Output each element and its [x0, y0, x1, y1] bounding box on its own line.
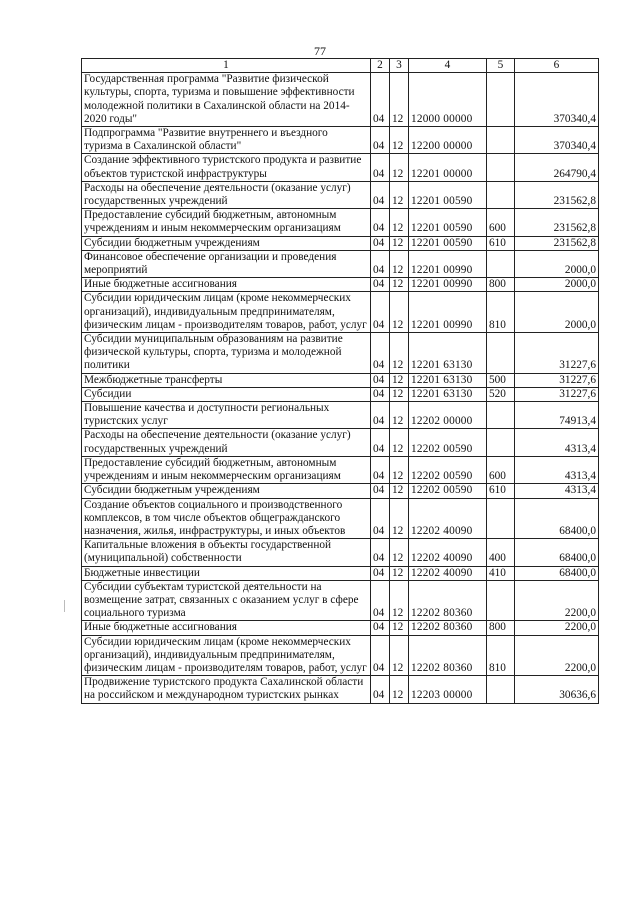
table-row	[82, 456, 599, 483]
table-row	[82, 402, 599, 429]
row-target-article-cell: 12202 80360	[409, 635, 487, 676]
row-name-cell: Государственная программа "Развитие физической культуры, спорта, туризма и повышение эффективности молодежной политики в Сахалинской области на 2014-2020 годы"	[82, 73, 371, 127]
row-subsection-cell: 12	[390, 278, 409, 292]
row-target-article-cell: 12202 40090	[409, 498, 487, 539]
column-header-amount: 6	[515, 59, 599, 73]
table-row	[82, 635, 599, 676]
table-row	[82, 127, 599, 154]
row-amount-cell: 68400,0	[515, 539, 599, 566]
row-amount-cell: 31227,6	[515, 387, 599, 401]
row-section-cell: 04	[371, 73, 390, 127]
table-row	[82, 373, 599, 387]
row-section-cell: 04	[371, 456, 390, 483]
row-amount-cell: 30636,6	[515, 676, 599, 703]
row-expense-type-cell: 600	[487, 209, 515, 236]
row-expense-type-cell	[487, 580, 515, 621]
row-amount-cell: 2000,0	[515, 292, 599, 333]
row-section-cell: 04	[371, 387, 390, 401]
table-row	[82, 621, 599, 635]
row-subsection-cell: 12	[390, 676, 409, 703]
row-section-cell: 04	[371, 484, 390, 498]
row-amount-cell: 2000,0	[515, 250, 599, 277]
row-expense-type-cell: 410	[487, 566, 515, 580]
row-expense-type-cell	[487, 73, 515, 127]
row-expense-type-cell	[487, 154, 515, 181]
row-expense-type-cell	[487, 429, 515, 456]
row-name-cell: Расходы на обеспечение деятельности (оказание услуг) государственных учреждений	[82, 181, 371, 208]
row-expense-type-cell: 610	[487, 236, 515, 250]
row-subsection-cell: 12	[390, 498, 409, 539]
row-target-article-cell: 12202 80360	[409, 621, 487, 635]
table-row	[82, 73, 599, 127]
row-target-article-cell: 12202 80360	[409, 580, 487, 621]
row-expense-type-cell	[487, 127, 515, 154]
row-subsection-cell: 12	[390, 127, 409, 154]
row-expense-type-cell	[487, 676, 515, 703]
row-expense-type-cell: 400	[487, 539, 515, 566]
row-amount-cell: 2200,0	[515, 621, 599, 635]
column-header-expense-type: 5	[487, 59, 515, 73]
table-row	[82, 484, 599, 498]
row-subsection-cell: 12	[390, 333, 409, 374]
row-subsection-cell: 12	[390, 566, 409, 580]
column-header-section: 2	[371, 59, 390, 73]
row-section-cell: 04	[371, 278, 390, 292]
row-target-article-cell: 12201 00990	[409, 250, 487, 277]
row-amount-cell: 31227,6	[515, 333, 599, 374]
column-header-name: 1	[82, 59, 371, 73]
row-target-article-cell: 12202 00590	[409, 484, 487, 498]
row-name-cell: Субсидии юридическим лицам (кроме некоммерческих организаций), индивидуальным предпринимателям, физическим лицам - производителям товаров, работ, услуг	[82, 292, 371, 333]
row-name-cell: Расходы на обеспечение деятельности (оказание услуг) государственных учреждений	[82, 429, 371, 456]
row-name-cell: Иные бюджетные ассигнования	[82, 278, 371, 292]
row-subsection-cell: 12	[390, 635, 409, 676]
row-amount-cell: 68400,0	[515, 566, 599, 580]
row-subsection-cell: 12	[390, 154, 409, 181]
row-amount-cell: 2000,0	[515, 278, 599, 292]
row-section-cell: 04	[371, 676, 390, 703]
table-row	[82, 209, 599, 236]
table-row	[82, 154, 599, 181]
row-target-article-cell: 12201 00590	[409, 236, 487, 250]
row-target-article-cell: 12202 00000	[409, 402, 487, 429]
row-section-cell: 04	[371, 373, 390, 387]
table-row	[82, 181, 599, 208]
row-name-cell: Субсидии	[82, 387, 371, 401]
row-expense-type-cell: 610	[487, 484, 515, 498]
row-subsection-cell: 12	[390, 236, 409, 250]
row-amount-cell: 31227,6	[515, 373, 599, 387]
row-section-cell: 04	[371, 154, 390, 181]
row-expense-type-cell: 500	[487, 373, 515, 387]
row-target-article-cell: 12201 00990	[409, 292, 487, 333]
row-amount-cell: 231562,8	[515, 236, 599, 250]
row-target-article-cell: 12202 40090	[409, 566, 487, 580]
row-section-cell: 04	[371, 580, 390, 621]
row-expense-type-cell: 810	[487, 635, 515, 676]
column-header-subsection: 3	[390, 59, 409, 73]
row-subsection-cell: 12	[390, 484, 409, 498]
row-subsection-cell: 12	[390, 292, 409, 333]
row-subsection-cell: 12	[390, 456, 409, 483]
row-expense-type-cell	[487, 333, 515, 374]
row-name-cell: Субсидии юридическим лицам (кроме некоммерческих организаций), индивидуальным предпринимателям, физическим лицам - производителям товаров, работ, услуг	[82, 635, 371, 676]
row-name-cell: Субсидии муниципальным образованиям на развитие физической культуры, спорта, туризма и молодежной политики	[82, 333, 371, 374]
row-amount-cell: 4313,4	[515, 429, 599, 456]
row-name-cell: Субсидии субъектам туристской деятельности на возмещение затрат, связанных с оказанием услуг в сфере социального туризма	[82, 580, 371, 621]
row-name-cell: Создание объектов социального и производственного комплексов, в том числе объектов общегражданского назначения, жилья, инфраструктуры, и иных объектов	[82, 498, 371, 539]
row-expense-type-cell	[487, 181, 515, 208]
table-row	[82, 278, 599, 292]
table-row	[82, 498, 599, 539]
row-subsection-cell: 12	[390, 429, 409, 456]
table-body	[82, 73, 599, 703]
row-target-article-cell: 12201 63130	[409, 387, 487, 401]
row-target-article-cell: 12201 00590	[409, 181, 487, 208]
table-row	[82, 236, 599, 250]
row-name-cell: Субсидии бюджетным учреждениям	[82, 484, 371, 498]
row-name-cell: Межбюджетные трансферты	[82, 373, 371, 387]
row-section-cell: 04	[371, 209, 390, 236]
scan-margin-mark	[64, 600, 65, 612]
row-name-cell: Подпрограмма "Развитие внутреннего и въездного туризма в Сахалинской области"	[82, 127, 371, 154]
row-expense-type-cell: 810	[487, 292, 515, 333]
row-amount-cell: 68400,0	[515, 498, 599, 539]
table-row	[82, 250, 599, 277]
row-amount-cell: 2200,0	[515, 635, 599, 676]
row-subsection-cell: 12	[390, 73, 409, 127]
table-row	[82, 387, 599, 401]
row-amount-cell: 370340,4	[515, 73, 599, 127]
row-subsection-cell: 12	[390, 250, 409, 277]
row-section-cell: 04	[371, 635, 390, 676]
row-section-cell: 04	[371, 127, 390, 154]
row-name-cell: Повышение качества и доступности региональных туристских услуг	[82, 402, 371, 429]
row-target-article-cell: 12201 00590	[409, 209, 487, 236]
row-section-cell: 04	[371, 498, 390, 539]
page-number: 77	[314, 44, 326, 58]
row-amount-cell: 231562,8	[515, 181, 599, 208]
column-header-target-article: 4	[409, 59, 487, 73]
row-target-article-cell: 12000 00000	[409, 73, 487, 127]
row-name-cell: Иные бюджетные ассигнования	[82, 621, 371, 635]
row-amount-cell: 2200,0	[515, 580, 599, 621]
row-name-cell: Продвижение туристского продукта Сахалинской области на российском и международном туристских рынках	[82, 676, 371, 703]
row-target-article-cell: 12201 63130	[409, 333, 487, 374]
row-expense-type-cell: 800	[487, 621, 515, 635]
row-target-article-cell: 12202 00590	[409, 456, 487, 483]
table-header-row	[82, 59, 599, 73]
row-name-cell: Финансовое обеспечение организации и проведения мероприятий	[82, 250, 371, 277]
row-amount-cell: 370340,4	[515, 127, 599, 154]
row-section-cell: 04	[371, 429, 390, 456]
row-section-cell: 04	[371, 621, 390, 635]
table-row	[82, 429, 599, 456]
row-expense-type-cell: 800	[487, 278, 515, 292]
table-row	[82, 539, 599, 566]
row-expense-type-cell: 520	[487, 387, 515, 401]
row-section-cell: 04	[371, 292, 390, 333]
row-amount-cell: 74913,4	[515, 402, 599, 429]
row-expense-type-cell: 600	[487, 456, 515, 483]
row-section-cell: 04	[371, 250, 390, 277]
table-row	[82, 676, 599, 703]
row-name-cell: Предоставление субсидий бюджетным, автономным учреждениям и иным некоммерческим организациям	[82, 456, 371, 483]
row-name-cell: Предоставление субсидий бюджетным, автономным учреждениям и иным некоммерческим организациям	[82, 209, 371, 236]
row-target-article-cell: 12200 00000	[409, 127, 487, 154]
row-name-cell: Создание эффективного туристского продукта и развитие объектов туристской инфраструктуры	[82, 154, 371, 181]
row-amount-cell: 264790,4	[515, 154, 599, 181]
row-target-article-cell: 12201 63130	[409, 373, 487, 387]
row-expense-type-cell	[487, 250, 515, 277]
row-subsection-cell: 12	[390, 181, 409, 208]
row-section-cell: 04	[371, 333, 390, 374]
row-name-cell: Бюджетные инвестиции	[82, 566, 371, 580]
budget-table	[81, 58, 599, 704]
row-section-cell: 04	[371, 566, 390, 580]
row-name-cell: Капитальные вложения в объекты государственной (муниципальной) собственности	[82, 539, 371, 566]
row-subsection-cell: 12	[390, 402, 409, 429]
row-amount-cell: 231562,8	[515, 209, 599, 236]
row-section-cell: 04	[371, 539, 390, 566]
row-subsection-cell: 12	[390, 539, 409, 566]
row-subsection-cell: 12	[390, 387, 409, 401]
row-amount-cell: 4313,4	[515, 456, 599, 483]
row-subsection-cell: 12	[390, 621, 409, 635]
table-row	[82, 580, 599, 621]
row-target-article-cell: 12203 00000	[409, 676, 487, 703]
row-subsection-cell: 12	[390, 580, 409, 621]
row-target-article-cell: 12201 00990	[409, 278, 487, 292]
row-expense-type-cell	[487, 498, 515, 539]
row-expense-type-cell	[487, 402, 515, 429]
table-row	[82, 566, 599, 580]
table-row	[82, 333, 599, 374]
row-target-article-cell: 12202 00590	[409, 429, 487, 456]
row-subsection-cell: 12	[390, 373, 409, 387]
row-section-cell: 04	[371, 236, 390, 250]
row-target-article-cell: 12201 00000	[409, 154, 487, 181]
row-section-cell: 04	[371, 181, 390, 208]
row-subsection-cell: 12	[390, 209, 409, 236]
row-name-cell: Субсидии бюджетным учреждениям	[82, 236, 371, 250]
row-amount-cell: 4313,4	[515, 484, 599, 498]
table-row	[82, 292, 599, 333]
row-target-article-cell: 12202 40090	[409, 539, 487, 566]
row-section-cell: 04	[371, 402, 390, 429]
